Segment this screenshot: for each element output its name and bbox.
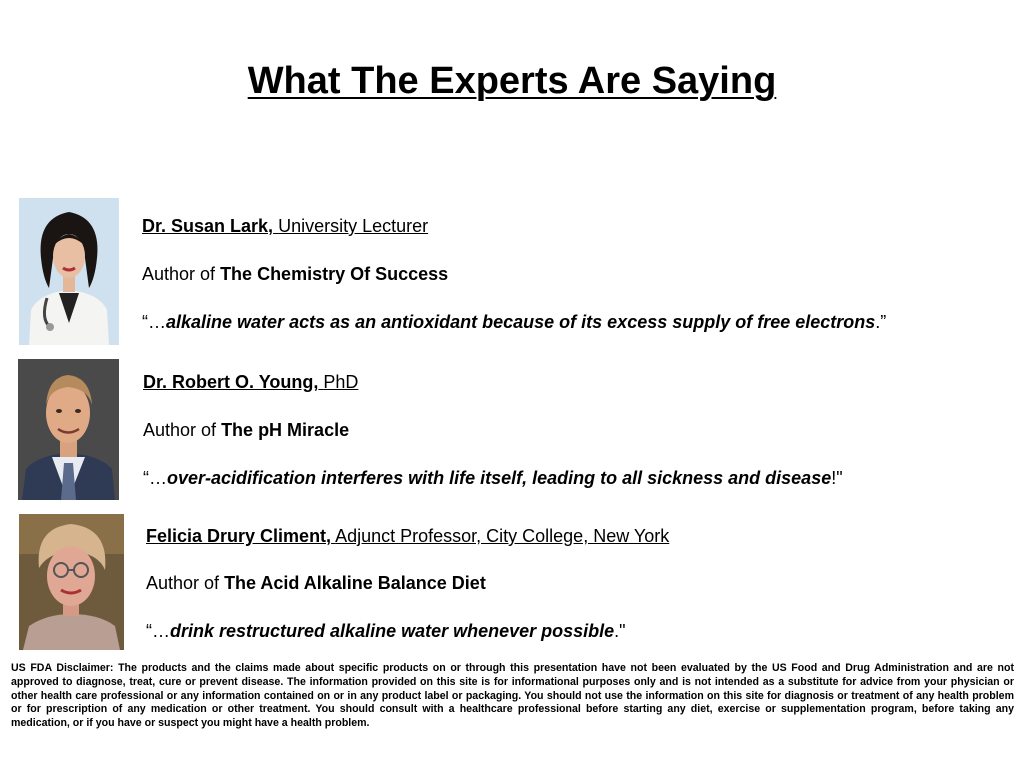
expert-name-line xyxy=(143,370,358,394)
quote-text: over-acidification interferes with life itself, leading to all sickness and disease xyxy=(167,468,832,488)
author-prefix: Author of xyxy=(142,264,216,284)
expert-name-line xyxy=(146,524,669,548)
quote-close: !" xyxy=(831,468,843,488)
expert-name: Dr. Robert O. Young, xyxy=(143,372,319,392)
expert-role: Adjunct Professor, City College, New York xyxy=(335,526,670,546)
expert-photo-young xyxy=(18,359,119,500)
expert-photo-lark xyxy=(19,198,119,345)
expert-photo-climent xyxy=(19,514,124,650)
expert-author-line xyxy=(142,262,448,286)
expert-name: Dr. Susan Lark, xyxy=(142,216,274,236)
book-title: The Acid Alkaline Balance Diet xyxy=(224,573,486,593)
quote-text: alkaline water acts as an antioxidant because of its excess supply of free electrons xyxy=(166,312,876,332)
expert-role: PhD xyxy=(323,372,359,392)
expert-card-young xyxy=(143,370,1003,500)
expert-quote xyxy=(146,619,626,643)
expert-role: University Lecturer xyxy=(278,216,429,236)
quote-close: .” xyxy=(875,312,887,332)
author-prefix: Author of xyxy=(146,573,220,593)
expert-quote xyxy=(143,466,843,490)
expert-name: Felicia Drury Climent, xyxy=(146,526,332,546)
book-title: The Chemistry Of Success xyxy=(220,264,449,284)
quote-text: drink restructured alkaline water whenever possible xyxy=(170,621,615,641)
expert-name-line xyxy=(142,214,428,238)
expert-card-lark xyxy=(142,214,1002,344)
quote-open: “… xyxy=(142,312,166,332)
book-title: The pH Miracle xyxy=(221,420,350,440)
author-prefix: Author of xyxy=(143,420,217,440)
fda-disclaimer: US FDA Disclaimer: The products and the claims made about specific products on or through this presentation have not been evaluated by the US Food and Drug Administration and are not approved to diagnose, treat, cure or prevent disease. The information provided on this site is for informational purposes only and is not intended as a substitute for advice from your physician or other health care professional or any information contained on or in any product label or packaging. You should not use the information on this site for diagnosis or treatment of any health problem or for prescription of any medication or other treatment. You should consult with a healthcare professional before starting any diet, exercise or supplementation program, before taking any medication, or if you have or suspect you might have a health problem. xyxy=(11,662,1014,730)
expert-author-line xyxy=(143,418,349,442)
expert-quote xyxy=(142,310,886,334)
expert-author-line xyxy=(146,571,486,595)
expert-card-climent xyxy=(146,524,1006,654)
page-title: What The Experts Are Saying xyxy=(247,60,777,102)
quote-open: “… xyxy=(146,621,170,641)
quote-open: “… xyxy=(143,468,167,488)
quote-close: ." xyxy=(614,621,626,641)
